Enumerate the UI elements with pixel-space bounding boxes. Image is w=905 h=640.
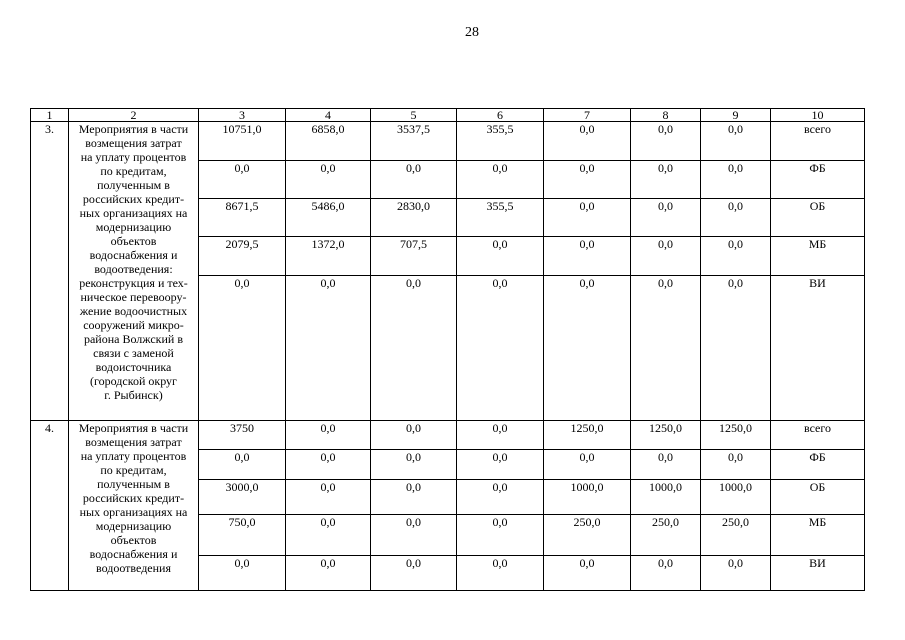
value-cell: 0,0 xyxy=(544,276,631,421)
description-line: российских кредит- xyxy=(82,491,185,505)
value-cell: 0,0 xyxy=(286,556,371,591)
description-line: российских кредит- xyxy=(82,192,185,206)
value-cell: 8671,5 xyxy=(199,199,286,237)
value-cell: 0,0 xyxy=(286,421,371,450)
description-line: на уплату процентов xyxy=(80,449,187,463)
value-cell: 1000,0 xyxy=(701,480,771,515)
value-cell: 0,0 xyxy=(457,161,544,199)
value-cell: 355,5 xyxy=(457,122,544,161)
funding-source-cell: всего xyxy=(771,421,865,450)
description-line: г. Рыбинск) xyxy=(104,388,163,402)
value-cell: 3537,5 xyxy=(371,122,457,161)
description-line: сооружений микро- xyxy=(83,318,184,332)
description-line: ных организациях на xyxy=(79,505,188,519)
value-cell: 0,0 xyxy=(199,161,286,199)
description-line: жение водоочистных xyxy=(79,304,188,318)
table-row xyxy=(31,122,865,161)
funding-source-cell: ВИ xyxy=(771,276,865,421)
value-cell: 0,0 xyxy=(457,515,544,556)
description-line: ных организациях на xyxy=(79,206,188,220)
value-cell: 0,0 xyxy=(544,450,631,480)
value-cell: 250,0 xyxy=(631,515,701,556)
description-line: водоотведения: xyxy=(94,262,173,276)
description-line: Мероприятия в части xyxy=(78,421,189,435)
value-cell: 0,0 xyxy=(371,450,457,480)
table-row xyxy=(31,421,865,450)
description-line: по кредитам, xyxy=(100,164,167,178)
description-line: водоснабжения и xyxy=(89,547,178,561)
value-cell: 0,0 xyxy=(199,276,286,421)
funding-source-cell: МБ xyxy=(771,515,865,556)
value-cell: 0,0 xyxy=(701,161,771,199)
description-line: модернизацию xyxy=(95,220,172,234)
description-line: модернизацию xyxy=(95,519,172,533)
value-cell: 0,0 xyxy=(371,556,457,591)
column-number: 5 xyxy=(371,109,457,122)
column-number: 7 xyxy=(544,109,631,122)
funding-source-cell: ОБ xyxy=(771,199,865,237)
value-cell: 1372,0 xyxy=(286,237,371,276)
value-cell: 0,0 xyxy=(457,421,544,450)
value-cell: 6858,0 xyxy=(286,122,371,161)
funding-source-cell: ФБ xyxy=(771,161,865,199)
value-cell: 0,0 xyxy=(544,161,631,199)
value-cell: 1250,0 xyxy=(701,421,771,450)
column-number: 2 xyxy=(69,109,199,122)
value-cell: 0,0 xyxy=(544,199,631,237)
value-cell: 0,0 xyxy=(544,237,631,276)
value-cell: 0,0 xyxy=(631,122,701,161)
description-line: по кредитам, xyxy=(100,463,167,477)
value-cell: 10751,0 xyxy=(199,122,286,161)
column-number: 1 xyxy=(31,109,69,122)
value-cell: 0,0 xyxy=(457,276,544,421)
program-measures-table xyxy=(30,108,865,591)
measure-description xyxy=(69,421,199,591)
column-number: 9 xyxy=(701,109,771,122)
description-line: реконструкция и тех- xyxy=(79,276,188,290)
value-cell: 0,0 xyxy=(199,556,286,591)
value-cell: 0,0 xyxy=(631,450,701,480)
value-cell: 707,5 xyxy=(371,237,457,276)
funding-source-cell: ФБ xyxy=(771,450,865,480)
value-cell: 0,0 xyxy=(457,480,544,515)
description-line: района Волжский в xyxy=(83,332,184,346)
value-cell: 0,0 xyxy=(701,237,771,276)
value-cell: 1250,0 xyxy=(544,421,631,450)
description-line: ническое перевоору- xyxy=(80,290,187,304)
value-cell: 3750 xyxy=(199,421,286,450)
column-number: 3 xyxy=(199,109,286,122)
funding-source-cell: ВИ xyxy=(771,556,865,591)
value-cell: 1250,0 xyxy=(631,421,701,450)
value-cell: 250,0 xyxy=(544,515,631,556)
value-cell: 0,0 xyxy=(371,515,457,556)
value-cell: 2830,0 xyxy=(371,199,457,237)
value-cell: 0,0 xyxy=(286,161,371,199)
value-cell: 3000,0 xyxy=(199,480,286,515)
description-line: полученным в xyxy=(97,178,170,192)
description-line: объектов xyxy=(110,234,157,248)
value-cell: 0,0 xyxy=(631,556,701,591)
value-cell: 0,0 xyxy=(701,199,771,237)
description-line: на уплату процентов xyxy=(80,150,187,164)
description-line: связи с заменой xyxy=(93,346,174,360)
value-cell: 750,0 xyxy=(199,515,286,556)
value-cell: 0,0 xyxy=(457,237,544,276)
column-number: 8 xyxy=(631,109,701,122)
column-number-row xyxy=(31,109,865,122)
value-cell: 0,0 xyxy=(457,556,544,591)
value-cell: 0,0 xyxy=(544,122,631,161)
measure-description xyxy=(69,122,199,421)
funding-source-cell: всего xyxy=(771,122,865,161)
description-line: возмещения затрат xyxy=(85,435,182,449)
description-line: Мероприятия в части xyxy=(78,122,189,136)
value-cell: 0,0 xyxy=(701,556,771,591)
description-line: водоотведения xyxy=(96,561,171,575)
value-cell: 0,0 xyxy=(631,161,701,199)
description-line: возмещения затрат xyxy=(85,136,182,150)
value-cell: 5486,0 xyxy=(286,199,371,237)
value-cell: 0,0 xyxy=(371,421,457,450)
value-cell: 0,0 xyxy=(371,276,457,421)
value-cell: 0,0 xyxy=(457,450,544,480)
funding-source-cell: ОБ xyxy=(771,480,865,515)
value-cell: 0,0 xyxy=(631,199,701,237)
funding-source-cell: МБ xyxy=(771,237,865,276)
value-cell: 0,0 xyxy=(701,276,771,421)
value-cell: 2079,5 xyxy=(199,237,286,276)
row-number: 4. xyxy=(31,421,69,591)
row-number: 3. xyxy=(31,122,69,421)
value-cell: 1000,0 xyxy=(544,480,631,515)
value-cell: 355,5 xyxy=(457,199,544,237)
value-cell: 0,0 xyxy=(371,161,457,199)
column-number: 6 xyxy=(457,109,544,122)
description-line: водоисточника xyxy=(95,360,172,374)
value-cell: 0,0 xyxy=(286,450,371,480)
value-cell: 0,0 xyxy=(631,237,701,276)
value-cell: 0,0 xyxy=(631,276,701,421)
value-cell: 0,0 xyxy=(371,480,457,515)
description-line: полученным в xyxy=(97,477,170,491)
value-cell: 1000,0 xyxy=(631,480,701,515)
value-cell: 0,0 xyxy=(286,480,371,515)
value-cell: 0,0 xyxy=(199,450,286,480)
page-number: 28 xyxy=(465,25,479,40)
column-number: 10 xyxy=(771,109,865,122)
value-cell: 250,0 xyxy=(701,515,771,556)
description-line: водоснабжения и xyxy=(89,248,178,262)
column-number: 4 xyxy=(286,109,371,122)
value-cell: 0,0 xyxy=(701,450,771,480)
value-cell: 0,0 xyxy=(544,556,631,591)
description-line: (городской округ xyxy=(90,374,177,388)
description-line: объектов xyxy=(110,533,157,547)
value-cell: 0,0 xyxy=(286,276,371,421)
value-cell: 0,0 xyxy=(701,122,771,161)
value-cell: 0,0 xyxy=(286,515,371,556)
